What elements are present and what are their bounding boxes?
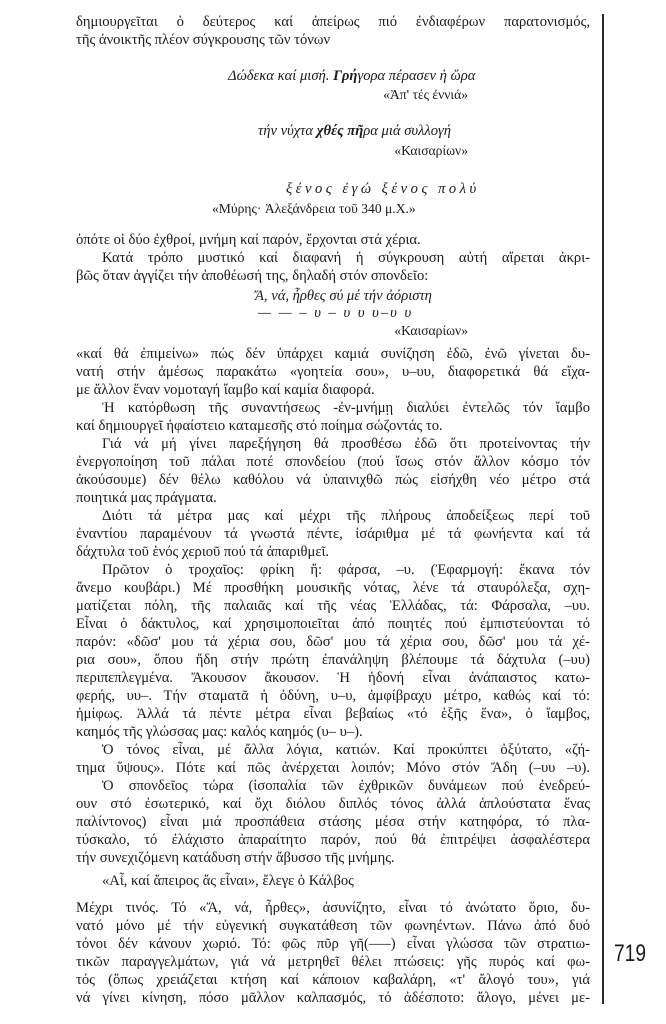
text-line: ουν στό ἐσωτερικό, καί ὄχι διόλου διπλός τόνος ἀλλά ἁπλούστατα ἕνας <box>76 796 590 812</box>
verse-meter: — — – υ – υ υ υ–υ υ <box>258 305 414 321</box>
text-line: δημιουργεῖται ὁ δεύτερος καί ἀπείρως πιό ἐνδιαφέρων παρατονισμός, <box>76 14 590 30</box>
verse-text: τήν νύχτα <box>258 123 317 139</box>
text-line: Διότι τά μέτρα μας καί μέχρι τῆς πλήρους ἀποδείξεως περί τοῦ <box>102 508 590 524</box>
text-line: τημα ὕψους». Πότε καί πῶς ἀνέρχεται λοιπόν; Μόνο στόν Ἅδη (–υυ –υ). <box>76 760 590 776</box>
text-line: με ἄλλον ἕναν νομοταγή ἴαμβο καί καμία διαφορά. <box>76 382 375 398</box>
verse-quote-4: Ἄ, νά, ἦρθες σύ μέ τήν ἀόριστη <box>255 288 432 304</box>
text-line: παρόν: «δῶσ' μου τά χέρια σου, δῶσ' μου τά χέρια σου, δῶσ' μου τά χέ- <box>76 634 590 650</box>
text-line: καί δημιουργεῖ ἡφαίστειο καταμεσῆς στό ποίημα σώζοντάς το. <box>76 418 443 434</box>
text-line: Εἶναι ὁ δάκτυλος, καί χρησιμοποιεῖται ἀπό ποιητές πού ἐμπιστεύονται τό <box>76 616 590 632</box>
verse-emphasis: πῆ <box>347 123 364 139</box>
verse-text: γορα πέρασεν ἡ ὥρα <box>357 68 476 84</box>
text-line: νατή στήν ἀμέσως παρακάτω «γοητεία σου», υ–υυ, διαφορετικά θά εἴχα- <box>76 364 590 380</box>
final-paragraph <box>76 899 590 1007</box>
text-line: ρια σου», ὅπου ἤδη στήν πρώτη ἐπανάληψη βλέπουμε τά δάχτυλα (–υυ) <box>76 652 590 668</box>
text-line: ματίζεται πόλη, τῆς παλαιᾶς καί τῆς νέας Ἑλλάδας, τά: Φάρσαλα, –υυ. <box>76 598 590 614</box>
text-line: τήν συνεχιζόμενη κατάδυση στήν ἄβυσσο τῆς μνήμης. <box>76 850 395 866</box>
verse-source-3: «Μύρης· Ἀλεξάνδρεια τοῦ 340 μ.Χ.» <box>212 201 416 216</box>
verse-emphasis: Γρή <box>333 68 358 84</box>
text-line: ἄνεμο κουβάρι.) Μέ προσθήκη μουσικῆς νότας, λένε τά σταυρόλεξα, σχη- <box>76 580 590 596</box>
intro-paragraph <box>76 13 590 49</box>
mid-paragraph <box>76 231 590 285</box>
text-line: Πρῶτον ὁ τροχαῖος: φρίκη ἤ: φάρσα, –υ. (Ἐφαρμογή: ἔκανα τόν <box>102 562 590 578</box>
verse-source-2: «Καισαρίων» <box>394 143 468 158</box>
verse-source-1: «Ἀπ' τές ἐννιά» <box>383 87 468 102</box>
verse-quote-1 <box>228 68 475 84</box>
verse-text: ρα μιά συλλογή <box>363 123 452 139</box>
text-line: νατό μόνο μέ τήν εὐγενική συγκατάθεση τῶν φωνηέντων. Πάνω ἀπό δυό <box>76 918 590 934</box>
text-line: τύσκαλο, τό ἐλάχιστο ἀπαραίτητο παρόν, πού θά ἐπιτρέψει ἀσφαλέστερα <box>76 832 590 848</box>
verse-quote-2 <box>258 123 451 139</box>
text-line: νά γίνει κίνηση, πόσο μᾶλλον καλπασμός, τό ἀδέσποτο: ἄλογο, μένει με- <box>76 990 590 1006</box>
text-line: περιπεπλεγμένα. Ἄκουσον ἄκουσον. Ἡ ἡδονή εἶναι ἀνάπαιστος κατω- <box>76 670 590 686</box>
text-line: Ἡ κατόρθωση τῆς συναντήσεως -ἐν-μνήμῃ διαλύει ἐντελῶς τόν ἴαμβο <box>102 400 590 416</box>
text-line: παλίντονος) εἶναι μιά προσπάθεια στάσης μέσα στήν κατηφόρα, τό πλα- <box>76 814 590 830</box>
text-line: ἐνεργοποίηση τοῦ πάλαι ποτέ σπονδείου (πού ἴσως στόν ἄλλον κόσμο τόν <box>76 454 590 470</box>
text-line: Γιά νά μή γίνει παρεξήγηση θά προσθέσω ἐδῶ ὅτι προτείνοντας τήν <box>102 436 590 452</box>
text-line: ἀκούσουμε) δέν θέλω καθόλου νά ὑπαινιχθῶ πώς εἰσήχθη νέο μέτρο στά <box>76 472 590 488</box>
text-line: βῶς ὅταν ἀγγίζει τήν ἀποθέωσή της, δηλαδή στόν σπονδεῖο: <box>76 268 429 284</box>
verse-text: . <box>325 68 334 84</box>
verse-quote-3: ξένος ἐγώ ξένος πολύ <box>286 181 480 197</box>
text-line: Ὁ σπονδεῖος τώρα (ἰσοπαλία τῶν ἐχθρικῶν δυνάμεων πού ἐνεδρεύ- <box>102 778 590 794</box>
verse-source-4: «Καισαρίων» <box>394 323 468 338</box>
text-line: Ὁ τόνος εἶναι, μέ ἄλλα λόγια, κατιών. Καί προκύπτει ὀξύτατο, «ζή- <box>102 742 590 758</box>
text-line: τικῶν παραγγελμάτων, γιά νά μετρηθεῖ θέλει πτώσεις: γῆς πυρός καί φω- <box>76 954 590 970</box>
body-text <box>76 345 590 867</box>
text-line: φερής, υυ–. Τήν σταματᾶ ἡ ὀδύνη, υ–υ, ἀμφίβραχυ μέτρο, καθώς καί τό: <box>76 688 590 704</box>
margin-rule <box>602 14 604 1004</box>
text-line: δάχτυλα τοῦ ἑνός χεριοῦ πού τά ἀπαριθμεῖ. <box>76 544 330 560</box>
text-line: «καί θά ἐπιμείνω» πώς δέν ὑπάρχει καμιά συνίζηση ἐδῶ, ἐνῶ γίνεται δυ- <box>76 346 590 362</box>
page-number: 719 <box>614 940 647 967</box>
verse-emphasis: χθές <box>316 123 344 139</box>
verse-text: μισή <box>299 68 326 84</box>
text-line: τῆς ἀνοικτῆς πλέον σύγκρουσης τῶν τόνων <box>76 32 331 48</box>
text-line: ἐναντίου παραμένουν τά γνωστά πέντε, ἰσάριθμα μέ τά φωνήεντα καί τά <box>76 526 590 542</box>
text-line: ποιητικά μας πράγματα. <box>76 490 217 506</box>
text-line: καημός τῆς γλώσσας μας: καλός καημός (υ– υ–). <box>76 724 363 740</box>
text-line: τόνοι δέν κάνουν χωριό. Τό: φῶς πῦρ γῆ(–––) εἶναι γλώσσα τῶν στρατιω- <box>76 936 590 952</box>
text-line: Κατά τρόπο μυστικό καί διαφανή ἡ σύγκρουση αὐτή αἴρεται ἀκρι- <box>102 250 590 266</box>
text-line: ὁπότε οἱ δύο ἐχθροί, μνήμη καί παρόν, ἔρχονται στά χέρια. <box>76 232 421 248</box>
text-line: ἡμίφως. Ἀλλά τά πέντε μέτρα εἶναι βεβαίως «τό ἑξῆς ἕνα», ὁ ἴαμβος, <box>76 706 590 722</box>
verse-text: Δώδεκα καί <box>228 68 300 84</box>
kalvos-quote: «Αἶ, καί ἄπειρος ἄς εἶναι», ἔλεγε ὁ Κάλβος <box>102 873 354 889</box>
text-line: Μέχρι τινός. Τό «Ἄ, νά, ἦρθες», ἀσυνίζητο, εἶναι τό ἀνώτατο ὅριο, δυ- <box>76 900 590 916</box>
text-line: τός (ὅπως χρειάζεται κτήση καί κάποιον καβαλάρη, «τ' ἄλογό του», γιά <box>76 972 590 988</box>
